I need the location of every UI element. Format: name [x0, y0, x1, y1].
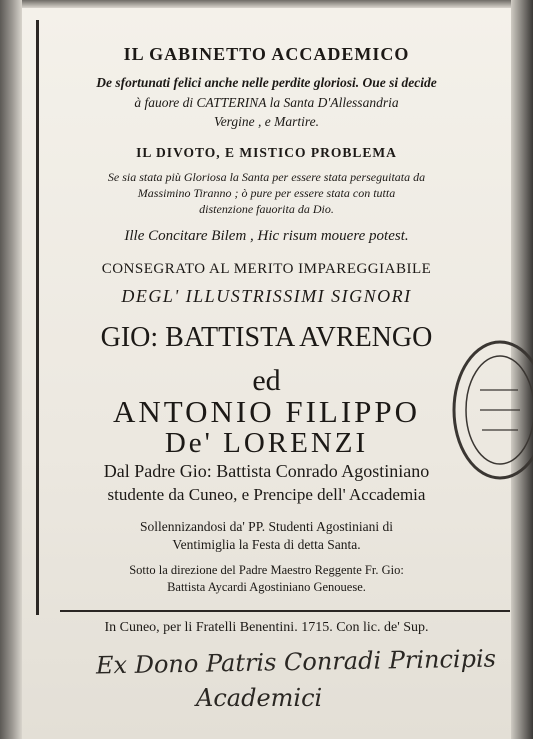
occasion-line-1: Sollennizandosi da' PP. Studenti Agostiniani di: [140, 519, 393, 534]
top-shadow: [0, 0, 533, 8]
author-line-2: studente da Cuneo, e Prencipe dell' Accademia: [107, 485, 426, 504]
subtitle-line-2: à fauore di CATTERINA la Santa D'Allessandria: [134, 95, 399, 110]
recipient-surname-2: De' LORENZI: [164, 427, 369, 459]
recipient-name-2: ANTONIO FILIPPO: [112, 394, 421, 429]
problem-line-2: Massimino Tiranno ; ò pure per essere stata con tutta: [137, 186, 396, 200]
subtitle-line-3: Vergine , e Martire.: [213, 114, 320, 129]
motto: Ille Concitare Bilem , Hic risum mouere potest.: [124, 228, 409, 244]
recipient-name-1: GIO: BATTISTA AVRENGO: [100, 322, 433, 353]
occasion-line-2: Ventimiglia la Festa di detta Santa.: [172, 537, 361, 552]
imprint-rule: [60, 610, 510, 612]
handwritten-inscription-2: Academici: [196, 684, 323, 712]
direction-line-1: Sotto la direzione del Padre Maestro Reggente Fr. Gio:: [129, 563, 404, 577]
author-line-1: Dal Padre Gio: Battista Conrado Agostiniano: [103, 461, 430, 481]
direction-line-2: Battista Aycardi Agostiniano Genouese.: [167, 580, 366, 594]
handwritten-inscription-1: Ex Dono Patris Conradi Principis: [95, 644, 497, 680]
library-stamp-icon: [448, 335, 533, 485]
problem-heading: IL DIVOTO, E MISTICO PROBLEMA: [136, 145, 397, 160]
dedication-line: CONSEGRATO AL MERITO IMPAREGGIABILE: [101, 261, 432, 277]
subtitle-line-1: De sfortunati felici anche nelle perdite gloriosi. Oue si decide: [96, 75, 437, 90]
problem-line-1: Se sia stata più Gloriosa la Santa per essere stata perseguitata da: [107, 170, 426, 184]
conjunction: ed: [252, 364, 281, 397]
problem-line-3: distenzione fauorita da Dio.: [199, 202, 334, 216]
imprint: In Cuneo, per li Fratelli Benentini. 1715. Con lic. de' Sup.: [104, 620, 429, 635]
dedication-recipients: DEGL' ILLUSTRISSIMI SIGNORI: [121, 286, 412, 306]
document-title: IL GABINETTO ACCADEMICO: [123, 44, 410, 64]
